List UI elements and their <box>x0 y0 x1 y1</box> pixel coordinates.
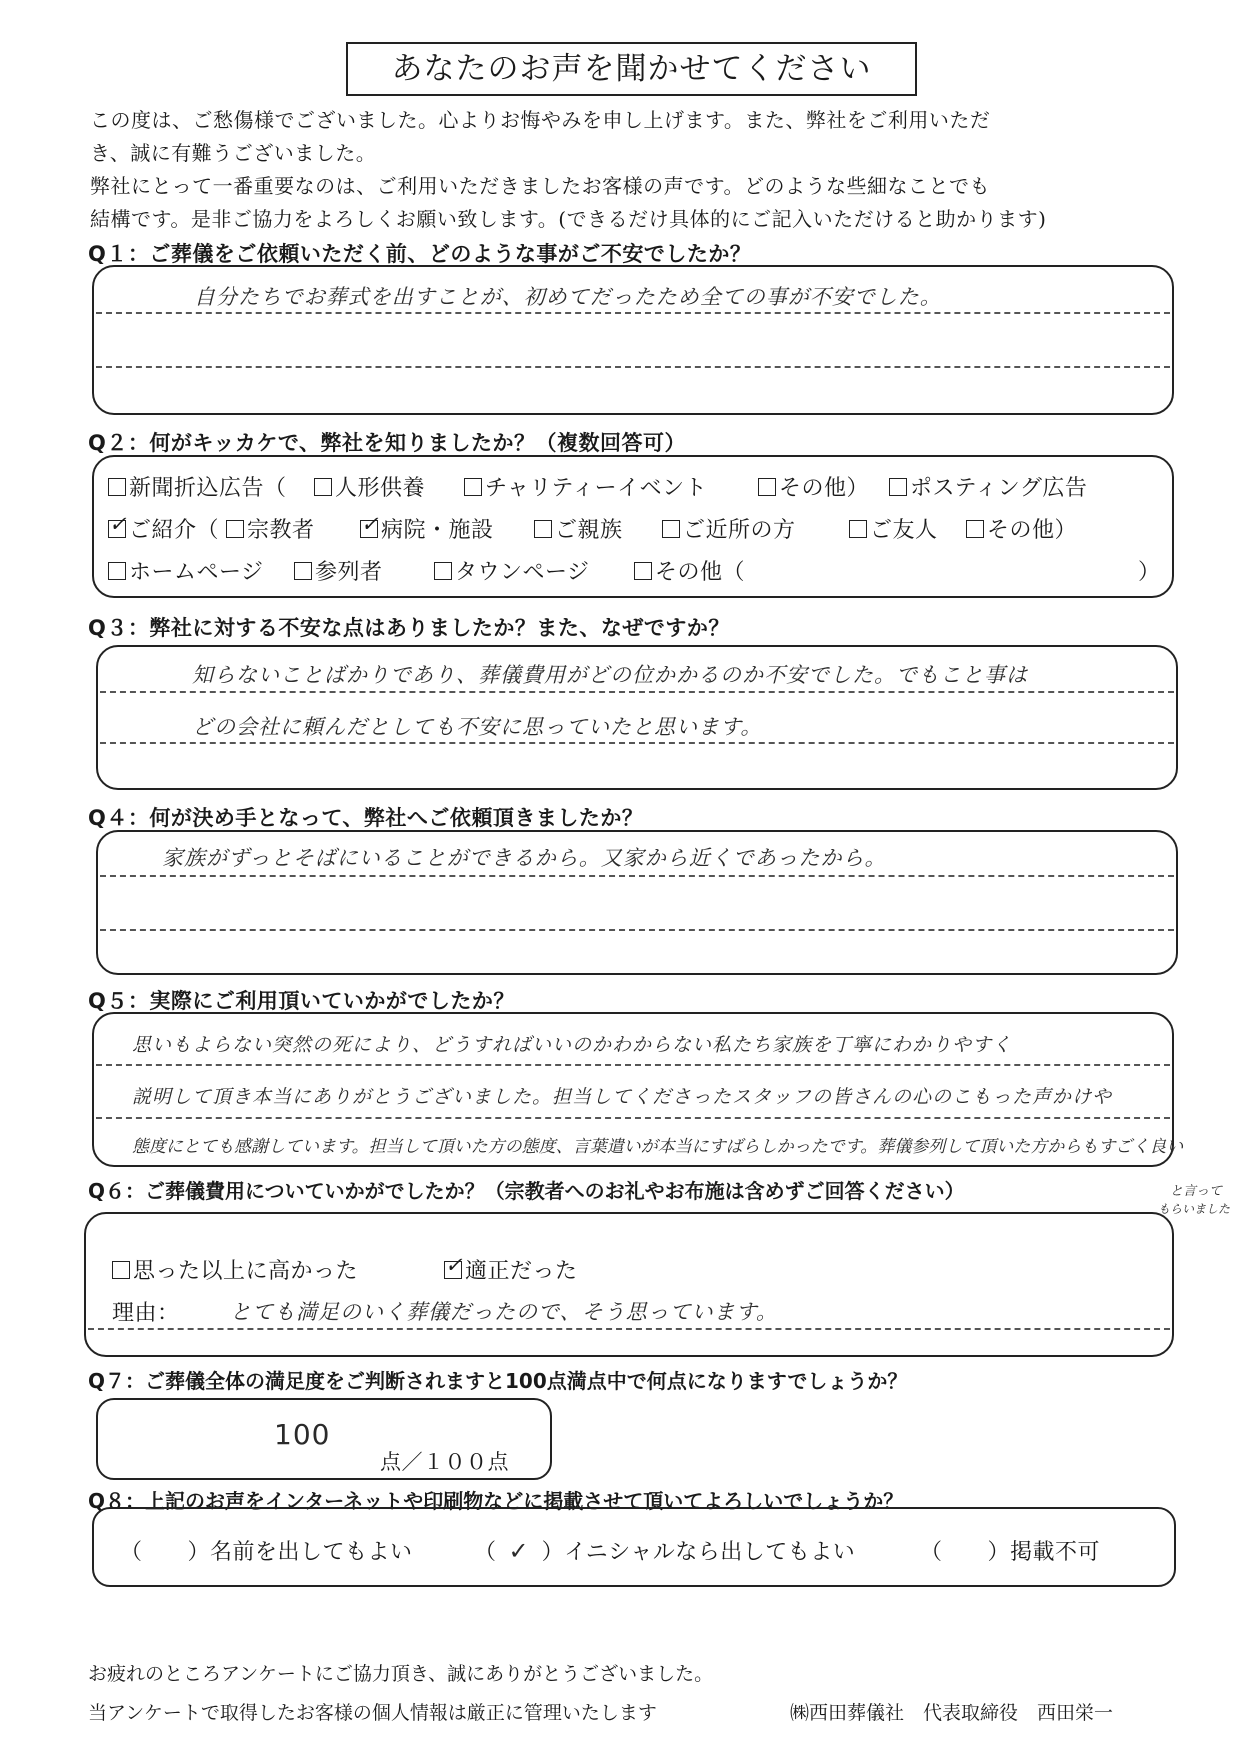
q1-label: Q１：ご葬儀をご依頼いただく前、どのような事がご不安でしたか？ <box>88 242 752 266</box>
q2-opt-other1[interactable]: その他） <box>758 471 869 502</box>
q6-reason-label: 理由： <box>112 1301 180 1326</box>
checkbox-icon[interactable] <box>434 562 452 580</box>
checkbox-icon[interactable] <box>966 520 984 538</box>
q4-label: Q４：何が決め手となって、弊社へご依頼頂きましたか？ <box>88 806 644 830</box>
q5-answer-box[interactable] <box>92 1012 1184 1167</box>
footer-company: ㈱西田葬儀社 代表取締役 西田栄一 <box>790 1702 1114 1724</box>
q7-score-box[interactable] <box>96 1398 552 1480</box>
checked-checkbox-icon[interactable] <box>108 520 126 538</box>
q2-opt-townpage[interactable]: タウンページ <box>434 555 590 586</box>
check-mark-icon: ✓ <box>508 1537 530 1565</box>
q2-label: Q２：何がキッカケで、弊社を知りましたか？（複数回答可） <box>88 431 687 455</box>
q2-opt-hospital[interactable]: ✓ 病院・施設 <box>360 513 494 544</box>
q2-opt-posting[interactable]: ポスティング広告 <box>889 471 1087 502</box>
q6-opt-expensive[interactable]: 思った以上に高かった <box>112 1254 358 1285</box>
q7-score: 100 <box>274 1418 331 1451</box>
q5-margin-note-2: もらいました <box>1158 1202 1231 1216</box>
q5-answer-line-2: 説明して頂き本当にありがとうございました。担当してくださったスタッフの皆さんの心のこもった声かけや <box>132 1086 1113 1108</box>
q2-options-box <box>92 455 1174 598</box>
checked-checkbox-icon[interactable] <box>360 520 378 538</box>
q2-opt-relatives[interactable]: ご親族 <box>534 513 623 544</box>
q8-opt-no[interactable]: （ ）掲載不可 <box>920 1540 1101 1565</box>
q5-answer-line-1: 思いもよらない突然の死により、どうすればいいのかわからない私たち家族を丁寧にわかりやすく <box>132 1034 1013 1056</box>
checkbox-icon[interactable] <box>112 1261 130 1279</box>
q2-opt-other3[interactable]: その他（ <box>634 555 745 586</box>
q8-label: Q８：上記のお声をインターネットや印刷物などに掲載させて頂いてよろしいでしょうか？ <box>88 1489 904 1513</box>
q1-answer: 自分たちでお葬式を出すことが、初めてだったため全ての事が不安でした。 <box>194 285 942 309</box>
footer-thanks: お疲れのところアンケートにご協力頂き、誠にありがとうございました。 <box>88 1663 714 1685</box>
q3-answer-line-2: どの会社に頼んだとしても不安に思っていたと思います。 <box>192 715 763 739</box>
page-title: あなたのお声を聞かせてください <box>346 42 917 96</box>
checkbox-icon[interactable] <box>108 478 126 496</box>
q8-options-box <box>92 1507 1176 1587</box>
q5-margin-note-1: と言って <box>1170 1184 1223 1199</box>
q2-opt-neighbor[interactable]: ご近所の方 <box>662 513 796 544</box>
q2-opt-doll[interactable]: 人形供養 <box>314 471 425 502</box>
intro-line-1: この度は、ご愁傷様でございました。心よりお悔やみを申し上げます。また、弊社をご利用いただ <box>90 108 991 132</box>
footer-privacy: 当アンケートで取得したお客様の個人情報は厳正に管理いたします <box>88 1702 657 1724</box>
checked-checkbox-icon[interactable] <box>444 1261 462 1279</box>
q3-label: Q３：弊社に対する不安な点はありましたか？また、なぜですか？ <box>88 616 730 640</box>
checkbox-icon[interactable] <box>889 478 907 496</box>
q7-unit: 点／１００点 <box>380 1450 509 1474</box>
intro-line-3: 弊社にとって一番重要なのは、ご利用いただきましたお客様の声です。どのような些細なことでも <box>90 174 990 198</box>
q6-answer-box <box>84 1212 1174 1357</box>
q5-label: Q５：実際にご利用頂いていかがでしたか？ <box>88 989 515 1013</box>
q2-opt-referral[interactable]: ✓ご紹介（ <box>108 513 219 544</box>
intro-line-4: 結構です。是非ご協力をよろしくお願い致します。(できるだけ具体的にご記入いただけると助かります) <box>90 207 1047 231</box>
q2-opt-other3-close: ） <box>1138 560 1161 585</box>
checkbox-icon[interactable] <box>294 562 312 580</box>
q2-opt-homepage[interactable]: ホームページ <box>108 555 264 586</box>
q8-opt-name[interactable]: （ ）名前を出してもよい <box>120 1540 413 1565</box>
checkbox-icon[interactable] <box>464 478 482 496</box>
q6-reason[interactable]: とても満足のいく葬儀だったので、そう思っています。 <box>230 1300 778 1324</box>
checkbox-icon[interactable] <box>108 562 126 580</box>
q2-opt-friend[interactable]: ご友人 <box>849 513 938 544</box>
intro-line-2: き、誠に有難うございました。 <box>90 141 377 165</box>
q2-opt-other2[interactable]: その他） <box>966 513 1077 544</box>
checkbox-icon[interactable] <box>226 520 244 538</box>
checkbox-icon[interactable] <box>849 520 867 538</box>
q8-opt-initial[interactable]: （ ✓ ）イニシャルなら出してもよい <box>474 1537 856 1565</box>
q2-opt-religious[interactable]: 宗教者 <box>226 513 315 544</box>
checkbox-icon[interactable] <box>662 520 680 538</box>
q2-opt-newspaper[interactable]: 新聞折込広告（ <box>108 471 287 502</box>
q2-opt-charity[interactable]: チャリティーイベント <box>464 471 707 502</box>
checkbox-icon[interactable] <box>314 478 332 496</box>
checkbox-icon[interactable] <box>758 478 776 496</box>
q5-answer-line-3: 態度にとても感謝しています。担当して頂いた方の態度、言葉遣いが本当にすばらしかったです。葬儀参列して頂いた方からもすごく良い <box>132 1137 1184 1157</box>
checkbox-icon[interactable] <box>534 520 552 538</box>
q3-answer-line-1: 知らないことばかりであり、葬儀費用がどの位かかるのか不安でした。でもこと事は <box>192 663 1028 687</box>
q4-answer: 家族がずっとそばにいることができるから。又家から近くであったから。 <box>162 846 887 870</box>
checkbox-icon[interactable] <box>634 562 652 580</box>
q6-label: Q６：ご葬儀費用についていかがでしたか？（宗教者へのお礼やお布施は含めずご回答ください） <box>88 1179 965 1203</box>
q6-opt-fair[interactable]: ✓ 適正だった <box>444 1254 578 1285</box>
q3-answer-box[interactable] <box>96 645 1178 790</box>
q7-label: Q７：ご葬儀全体の満足度をご判断されますと100点満点中で何点になりますでしょうか？ <box>88 1369 908 1393</box>
q2-opt-attendee[interactable]: 参列者 <box>294 555 383 586</box>
q4-answer-box[interactable] <box>96 830 1178 975</box>
q1-answer-box[interactable] <box>92 265 1174 415</box>
